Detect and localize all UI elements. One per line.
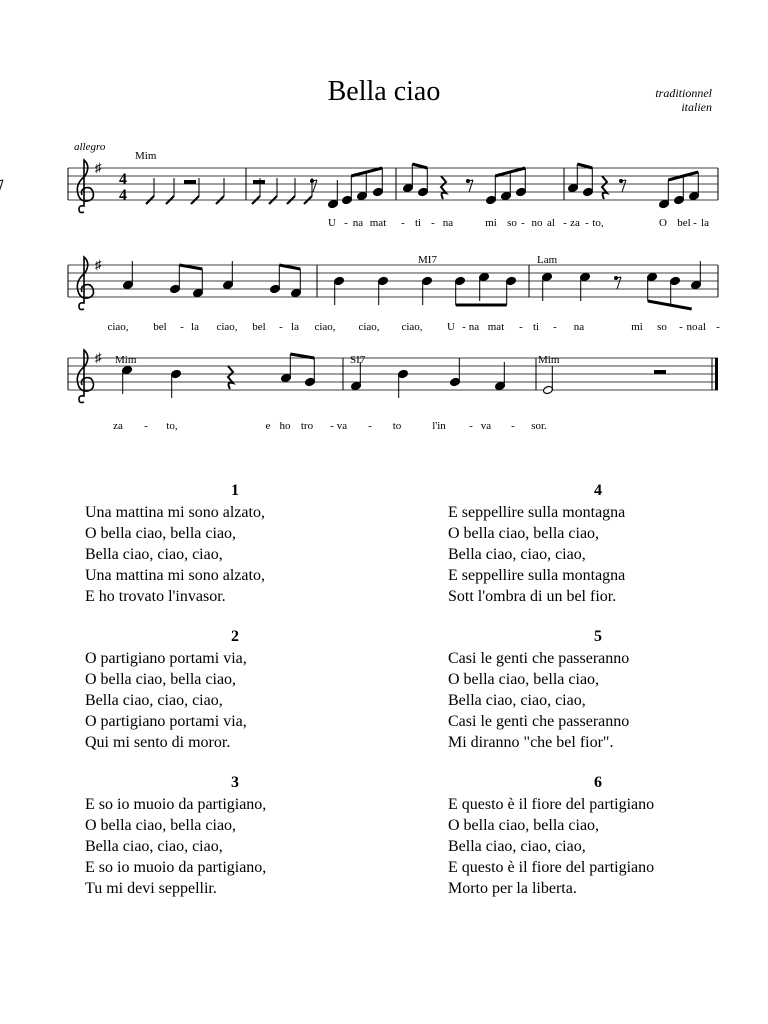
verse-1 xyxy=(85,480,385,607)
verse-line: E questo è il fiore del partigiano xyxy=(448,859,655,876)
lyric-hyphen: - xyxy=(401,217,405,229)
lyric-syllable: U xyxy=(328,217,336,229)
lyric-hyphen: - xyxy=(716,321,720,333)
lyric-syllable: ti xyxy=(532,321,540,333)
composer-line-1: traditionnel xyxy=(655,86,712,100)
verse-line: Casi le genti che passeranno xyxy=(448,650,630,667)
note-beam xyxy=(412,164,427,168)
verse-line: Bella ciao, ciao, ciao, xyxy=(448,692,586,709)
verse-line: O partigiano portami via, xyxy=(85,650,247,667)
verse-number: 6 xyxy=(594,774,602,791)
lyric-syllable: tro xyxy=(300,420,314,432)
song-title: Bella ciao xyxy=(327,76,441,107)
verse-line: Bella ciao, ciao, ciao, xyxy=(85,692,223,709)
chord-symbol: Mim xyxy=(135,150,157,162)
lyric-syllable: ciao, xyxy=(314,321,336,333)
lyric-hyphen: - xyxy=(521,217,525,229)
lyric-hyphen: - xyxy=(469,420,473,432)
verse-line: E ho trovato l'invasor. xyxy=(85,588,226,605)
verse-line: Mi diranno "che bel fior". xyxy=(448,734,614,751)
half-rest xyxy=(184,180,196,184)
note-beam xyxy=(179,265,202,269)
tempo-marking: allegro xyxy=(74,141,106,153)
verse-line: E so io muoio da partigiano, xyxy=(85,859,267,876)
verse-line: Bella ciao, ciao, ciao, xyxy=(448,546,586,563)
lyric-syllable: so xyxy=(657,321,667,333)
key-signature-sharp-0: ♯ xyxy=(95,160,102,175)
verse-number: 1 xyxy=(231,482,239,499)
lyric-syllable: al xyxy=(547,217,555,229)
chord-symbol: Lam xyxy=(537,254,558,266)
lyric-syllable: to, xyxy=(166,420,178,432)
lyric-hyphen: - xyxy=(585,217,589,229)
lyric-syllable: na xyxy=(442,217,454,229)
lyric-syllable: na xyxy=(352,217,364,229)
verse-number: 4 xyxy=(594,482,602,499)
lyric-hyphen: - xyxy=(144,420,148,432)
verse-line: Bella ciao, ciao, ciao, xyxy=(85,546,223,563)
lyric-hyphen: - xyxy=(344,217,348,229)
lyric-hyphen: - xyxy=(563,217,567,229)
lyric-syllable: l'in xyxy=(432,420,446,432)
lyric-hyphen: - xyxy=(368,420,372,432)
composer-line-2: italien xyxy=(681,100,712,114)
eighth-rest-stem xyxy=(0,180,3,192)
lyric-syllable: bel xyxy=(677,217,691,229)
lyric-syllable: mat xyxy=(487,321,505,333)
lyric-syllable: sor. xyxy=(531,420,547,432)
lyric-hyphen: - xyxy=(180,321,184,333)
lyric-hyphen: - xyxy=(462,321,466,333)
key-signature-sharp-2: ♯ xyxy=(95,350,102,365)
lyric-syllable: bel xyxy=(252,321,266,333)
chord-symbol: MI7 xyxy=(418,254,437,266)
note-beam xyxy=(577,164,592,168)
lyric-syllable: mat xyxy=(369,217,387,229)
lyric-hyphen: - xyxy=(679,321,683,333)
verse-line: Casi le genti che passeranno xyxy=(448,713,630,730)
lyric-syllable: no xyxy=(686,321,698,333)
lyric-syllable: al xyxy=(698,321,706,333)
verse-line: O bella ciao, bella ciao, xyxy=(85,671,237,688)
lyric-syllable: no xyxy=(531,217,543,229)
lyric-hyphen: - xyxy=(693,217,697,229)
lyric-syllable: la xyxy=(291,321,299,333)
lyric-hyphen: - xyxy=(330,420,334,432)
verse-line: O bella ciao, bella ciao, xyxy=(448,817,600,834)
lyric-syllable: mi xyxy=(485,217,497,229)
lyric-hyphen: - xyxy=(279,321,283,333)
lyric-syllable: ciao, xyxy=(401,321,423,333)
verse-number: 5 xyxy=(594,628,602,645)
lyric-syllable: ciao, xyxy=(107,321,129,333)
key-signature-sharp-1: ♯ xyxy=(95,257,102,272)
quarter-rest xyxy=(228,366,233,389)
lyric-syllable: ciao, xyxy=(358,321,380,333)
lyric-syllable: za xyxy=(113,420,123,432)
lyric-syllable: U xyxy=(447,321,455,333)
verse-line: O bella ciao, bella ciao, xyxy=(85,525,237,542)
note-beam xyxy=(290,354,314,358)
lyric-syllable: la xyxy=(191,321,199,333)
verse-line: O bella ciao, bella ciao, xyxy=(448,671,600,688)
verse-line: O bella ciao, bella ciao, xyxy=(85,817,237,834)
verse-2 xyxy=(85,626,385,753)
verse-number: 2 xyxy=(231,628,239,645)
lyric-syllable: ciao, xyxy=(216,321,238,333)
lyric-syllable: so xyxy=(507,217,517,229)
lyric-syllable: mi xyxy=(631,321,643,333)
half-rest xyxy=(654,370,666,374)
verse-line: E so io muoio da partigiano, xyxy=(85,796,267,813)
lyric-syllable: la xyxy=(701,217,709,229)
lyric-syllable: na xyxy=(573,321,585,333)
lyric-syllable: e xyxy=(265,420,271,432)
lyric-syllable: na xyxy=(468,321,480,333)
time-signature-top: 4 xyxy=(119,171,127,188)
verse-6 xyxy=(448,772,748,899)
quarter-rest xyxy=(602,176,607,199)
verse-line: Una mattina mi sono alzato, xyxy=(85,567,265,584)
verse-line: Qui mi sento di moror. xyxy=(85,734,231,751)
verse-5 xyxy=(448,626,748,753)
verse-line: Sott l'ombra di un bel fior. xyxy=(448,588,617,605)
lyric-syllable: za xyxy=(570,217,580,229)
lyric-syllable: ti xyxy=(414,217,422,229)
lyric-syllable: to xyxy=(392,420,402,432)
chord-symbol: SI7 xyxy=(350,354,366,366)
lyric-hyphen: - xyxy=(431,217,435,229)
lyric-syllable: va xyxy=(480,420,492,432)
lyric-hyphen: - xyxy=(519,321,523,333)
lyric-syllable: va xyxy=(336,420,348,432)
verse-line: E seppellire sulla montagna xyxy=(448,504,626,521)
time-signature-bottom: 4 xyxy=(119,187,127,204)
note-beam xyxy=(648,301,692,309)
verse-line: Una mattina mi sono alzato, xyxy=(85,504,265,521)
lyric-hyphen: - xyxy=(511,420,515,432)
chord-symbol: Mim xyxy=(538,354,560,366)
verse-line: Bella ciao, ciao, ciao, xyxy=(448,838,586,855)
half-rest xyxy=(253,180,265,184)
verse-line: Tu mi devi seppellir. xyxy=(85,880,217,897)
verse-line: E seppellire sulla montagna xyxy=(448,567,626,584)
verse-line: O partigiano portami via, xyxy=(85,713,247,730)
note-beam xyxy=(279,265,300,269)
verse-4 xyxy=(448,480,748,607)
verse-line: O bella ciao, bella ciao, xyxy=(448,525,600,542)
quarter-rest xyxy=(441,176,446,199)
lyric-syllable: to, xyxy=(592,217,604,229)
verse-line: Bella ciao, ciao, ciao, xyxy=(85,838,223,855)
verse-line: E questo è il fiore del partigiano xyxy=(448,796,655,813)
lyric-syllable: bel xyxy=(153,321,167,333)
verse-number: 3 xyxy=(231,774,239,791)
lyric-hyphen: - xyxy=(553,321,557,333)
lyric-syllable: O xyxy=(659,217,667,229)
chord-symbol: Mim xyxy=(115,354,137,366)
verse-line: Morto per la liberta. xyxy=(448,880,577,897)
verse-3 xyxy=(85,772,385,899)
lyric-syllable: ho xyxy=(279,420,291,432)
music-score xyxy=(0,0,768,460)
